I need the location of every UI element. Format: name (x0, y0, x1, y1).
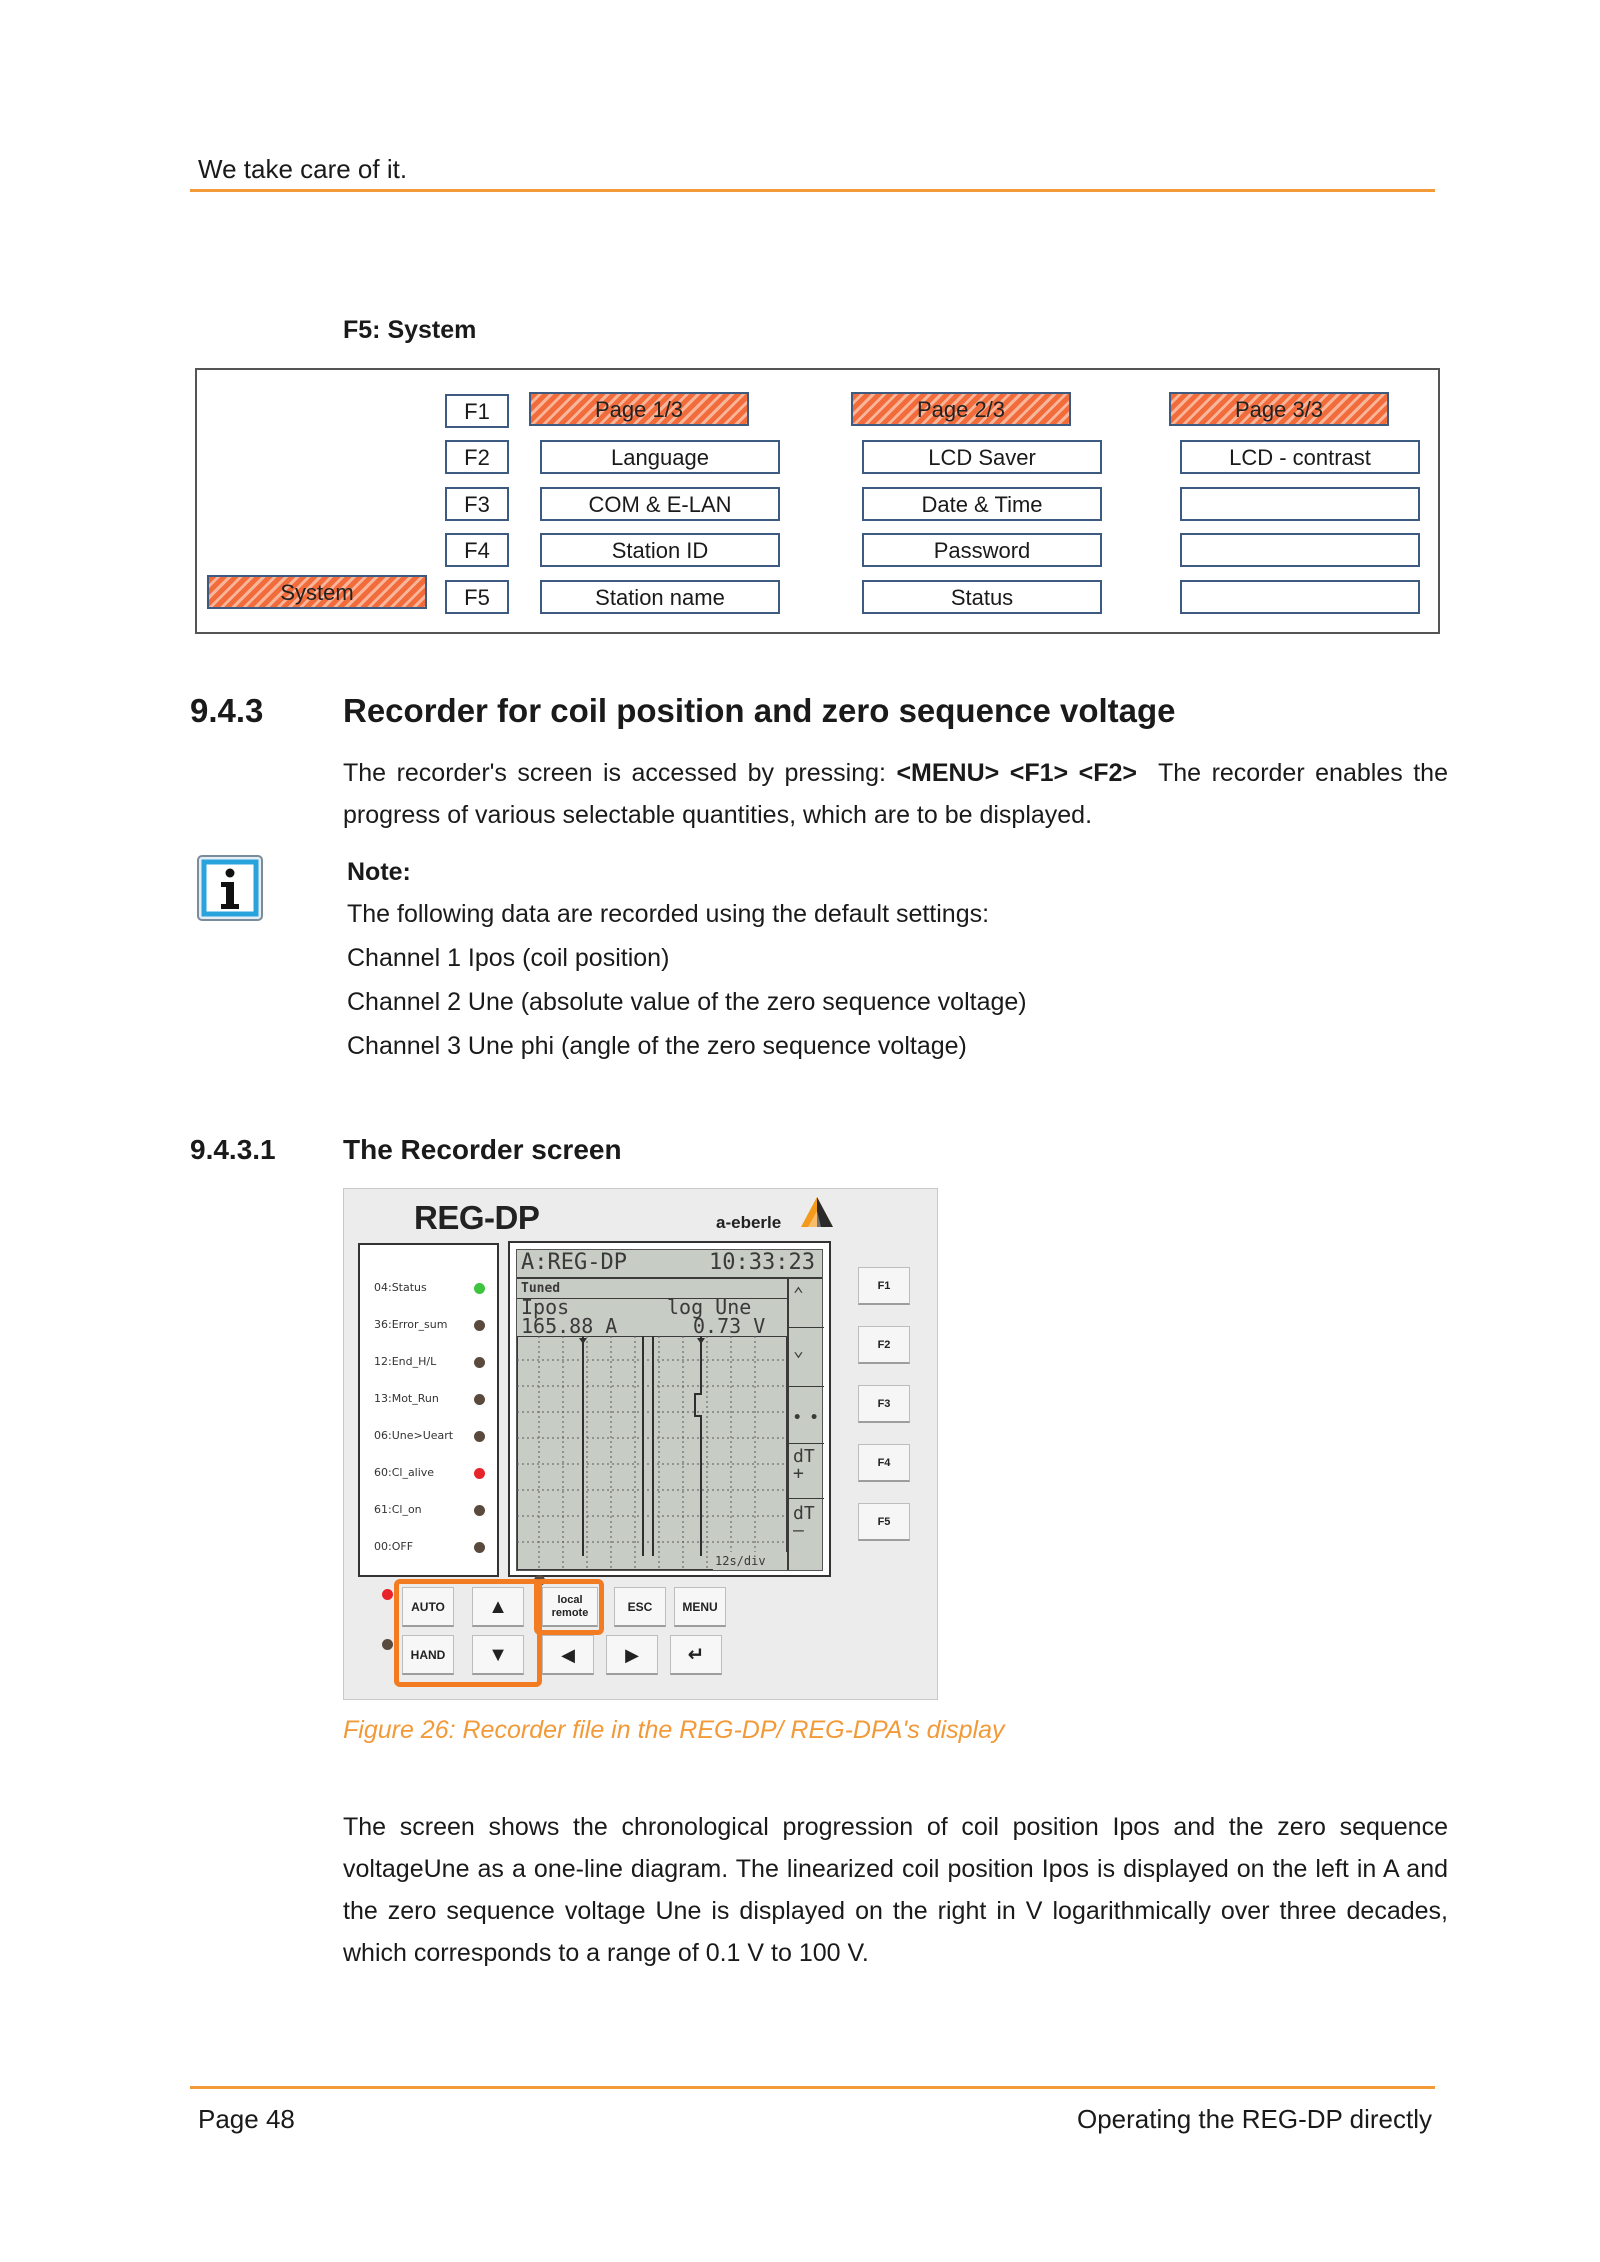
lcd-divider (789, 1498, 824, 1499)
page-1-item-f2: Language (540, 440, 780, 474)
page-2-item-f4: Password (862, 533, 1102, 567)
note-line: Channel 1 Ipos (coil position) (347, 944, 670, 972)
intro-prefix: The recorder's screen is accessed by pressing: (343, 759, 897, 787)
device-f2-button[interactable]: F2 (858, 1326, 910, 1364)
page-1-item-f5: Station name (540, 580, 780, 614)
lcd-mode: Tuned (521, 1281, 561, 1296)
status-led (474, 1394, 485, 1405)
brand-name: a-eberle (716, 1213, 782, 1232)
status-label: 04:Status (374, 1281, 427, 1294)
lcd-frame (508, 1241, 831, 1577)
esc-button[interactable]: ESC (614, 1587, 666, 1627)
enter-button[interactable]: ↵ (670, 1635, 722, 1675)
brand-logo-icon (799, 1195, 835, 1231)
device-f5-button[interactable]: F5 (858, 1503, 910, 1541)
lcd-divider (517, 1277, 822, 1279)
status-label: 00:OFF (374, 1540, 414, 1553)
page-1-item-f4: Station ID (540, 533, 780, 567)
device-f1-button[interactable]: F1 (858, 1267, 910, 1305)
lcd-ch1-value: 165.88 A (521, 1314, 618, 1338)
lcd-time: 10:33:23 (709, 1250, 815, 1275)
remote-label: remote (551, 1607, 589, 1619)
lcd-ch2-value: 0.73 V (693, 1314, 766, 1338)
lcd-trend-plot (517, 1336, 787, 1570)
local-label: local (557, 1594, 583, 1606)
figure-caption: Figure 26: Recorder file in the REG-DP/ REG-DPA's display (343, 1716, 1005, 1744)
lcd-divider (789, 1327, 824, 1328)
page-2-item-f2: LCD Saver (862, 440, 1102, 474)
status-label: 12:End_H/L (374, 1355, 437, 1368)
lcd-device-label: A:REG-DP (521, 1250, 627, 1275)
section-number: 9.4.3 (190, 692, 264, 729)
lcd-zoom-in-label: dT + (793, 1446, 815, 1484)
lcd-screen (516, 1249, 823, 1571)
status-led (474, 1468, 485, 1479)
auto-led (382, 1589, 393, 1600)
fkey-f5: F5 (445, 580, 509, 614)
status-label: 13:Mot_Run (374, 1392, 439, 1405)
right-arrow-button[interactable]: ▶ (606, 1635, 658, 1675)
page-2-item-f3: Date & Time (862, 487, 1102, 521)
lower-button[interactable]: ▼ (472, 1635, 524, 1675)
page-3-header: Page 3/3 (1169, 392, 1389, 426)
intro-keys: <MENU> <F1> <F2> (896, 759, 1137, 787)
lcd-cursor-icon: • • (793, 1410, 819, 1426)
note-line: The following data are recorded using the default settings: (347, 900, 990, 928)
device-model: REG-DP (414, 1199, 540, 1236)
lcd-timebase: 12s/div (715, 1554, 766, 1568)
status-label: 06:Une>Ueart (374, 1429, 454, 1442)
header-tagline: We take care of it. (198, 154, 408, 184)
left-arrow-button[interactable]: ◀ (542, 1635, 594, 1675)
hand-led (382, 1639, 393, 1650)
page-3-item-f5 (1180, 580, 1420, 614)
page-3-item-f2: LCD - contrast (1180, 440, 1420, 474)
lcd-divider (789, 1443, 824, 1444)
menu-button[interactable]: MENU (674, 1587, 726, 1627)
status-led (474, 1320, 485, 1331)
f5-system-title: F5: System (343, 316, 477, 344)
fkey-f4: F4 (445, 533, 509, 567)
page-3-item-f4 (1180, 533, 1420, 567)
status-led (474, 1542, 485, 1553)
status-led (474, 1431, 485, 1442)
section-intro (343, 752, 1448, 836)
page-2-header: Page 2/3 (851, 392, 1071, 426)
lcd-ch1-name: Ipos (521, 1295, 570, 1319)
auto-button[interactable]: AUTO (402, 1587, 454, 1627)
system-menu-diagram (195, 368, 1440, 634)
status-label: 60:Cl_alive (374, 1466, 435, 1479)
device-front-panel (343, 1188, 938, 1700)
page-1-item-f3: COM & E-LAN (540, 487, 780, 521)
local-remote-button[interactable] (542, 1587, 598, 1627)
footer-rule (190, 2086, 1435, 2089)
intro-suffix: The recorder enables the progress of various selectable quantities, which are to be displayed. (343, 759, 1448, 829)
page-1-header: Page 1/3 (529, 392, 749, 426)
hand-button[interactable]: HAND (402, 1635, 454, 1675)
status-led (474, 1505, 485, 1516)
subsection-title: The Recorder screen (343, 1134, 622, 1165)
status-led (474, 1283, 485, 1294)
note-title: Note: (347, 858, 411, 886)
page-number: Page 48 (198, 2104, 295, 2134)
fkey-f1: F1 (445, 394, 509, 428)
header-rule (190, 189, 1435, 192)
lcd-scroll-up-icon: ⌃ (793, 1284, 804, 1305)
section-title: Recorder for coil position and zero sequence voltage (343, 692, 1176, 729)
lcd-side-divider (787, 1279, 789, 1570)
status-label: 61:Cl_on (374, 1503, 422, 1516)
page-2-item-f5: Status (862, 580, 1102, 614)
system-label: System (207, 575, 427, 609)
closing-paragraph: The screen shows the chronological progression of coil position Ipos and the zero sequence voltageUne as a one-line diagram. The linearized coil position Ipos is displayed on the left in A and the zero sequence voltage Une is displayed on the right in V logarithmically over three decades, which corresponds to a range of 0.1 V to 100 V. (343, 1813, 1448, 1967)
status-led (474, 1357, 485, 1368)
fkey-f3: F3 (445, 487, 509, 521)
status-led-panel (358, 1243, 499, 1577)
device-f3-button[interactable]: F3 (858, 1385, 910, 1423)
info-icon (196, 854, 266, 924)
chapter-title: Operating the REG-DP directly (1077, 2104, 1432, 2134)
raise-button[interactable]: ▲ (472, 1587, 524, 1627)
subsection-number: 9.4.3.1 (190, 1134, 276, 1165)
status-label: 36:Error_sum (374, 1318, 448, 1331)
lcd-ch2-name: log Une (667, 1295, 752, 1319)
lcd-zoom-out-label: dT – (793, 1503, 815, 1541)
lcd-divider (789, 1386, 824, 1387)
lcd-scroll-down-icon: ⌄ (793, 1340, 804, 1361)
page-3-item-f3 (1180, 487, 1420, 521)
note-line: Channel 2 Une (absolute value of the zero sequence voltage) (347, 988, 1027, 1016)
fkey-f2: F2 (445, 440, 509, 474)
note-line: Channel 3 Une phi (angle of the zero sequence voltage) (347, 1032, 967, 1060)
device-f4-button[interactable]: F4 (858, 1444, 910, 1482)
